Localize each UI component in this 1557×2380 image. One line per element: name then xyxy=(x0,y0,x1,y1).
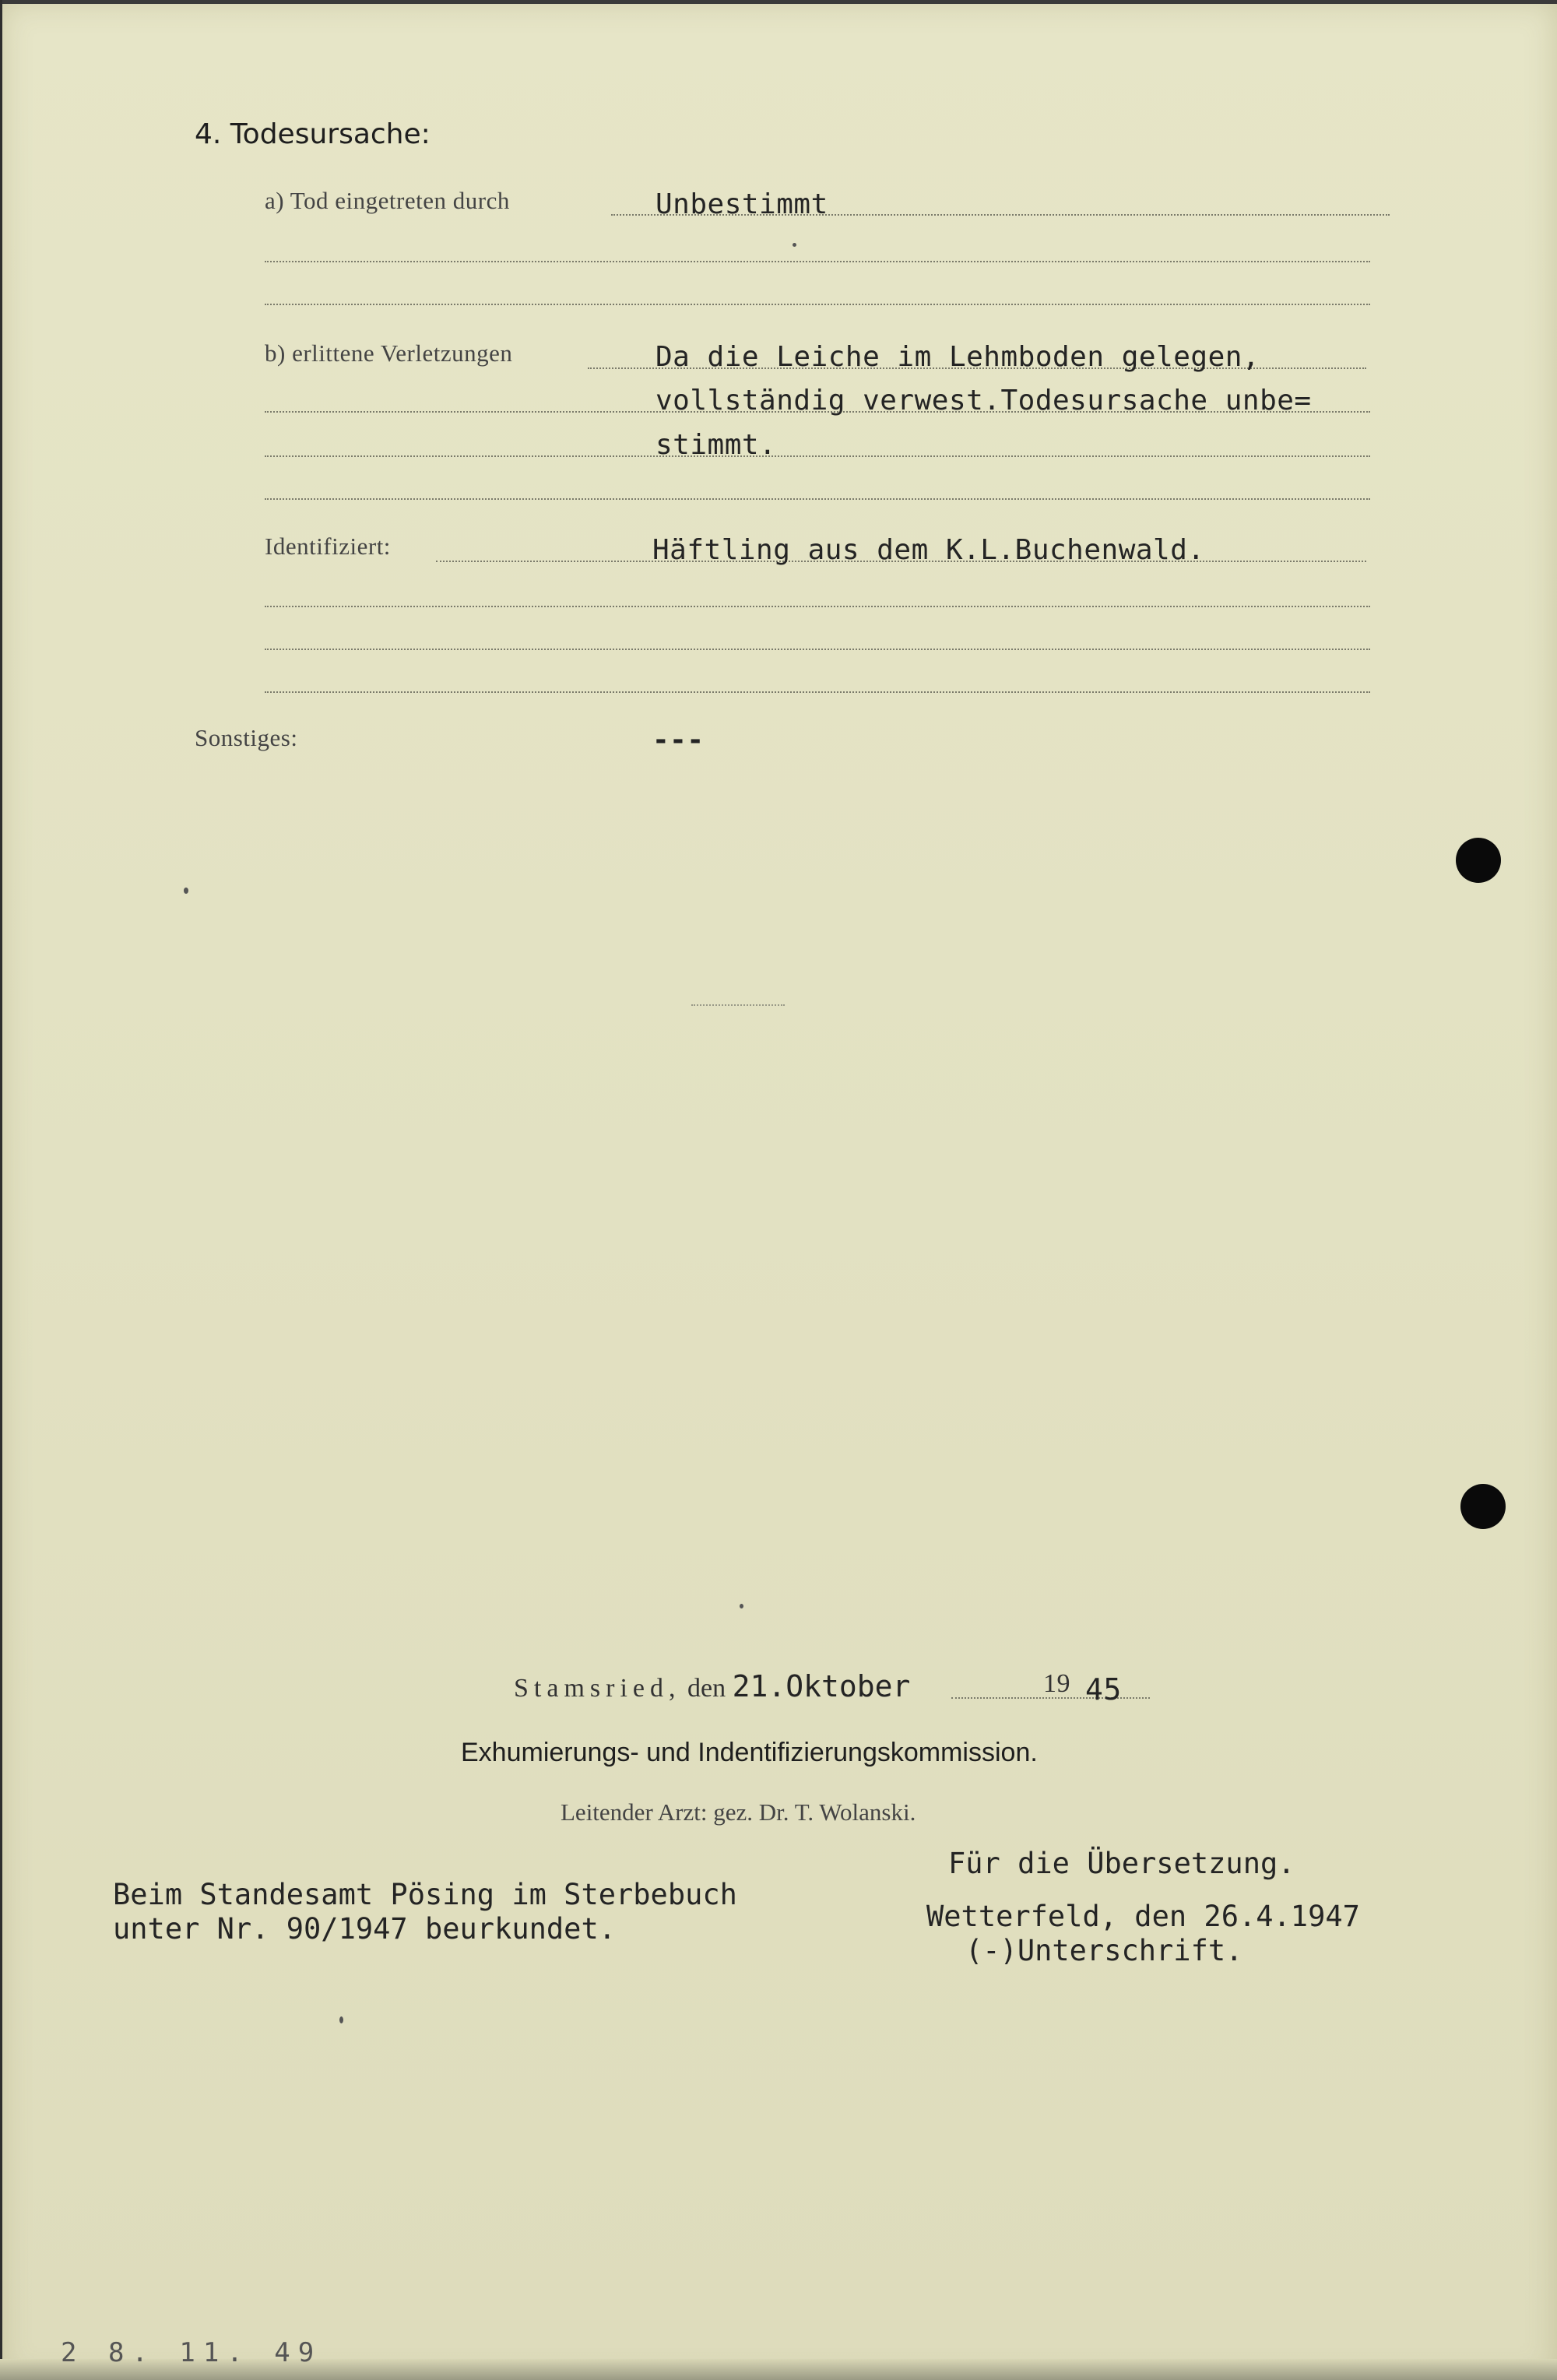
dotted-line xyxy=(265,606,1370,607)
dotted-line xyxy=(265,261,1370,262)
other-value: --- xyxy=(652,724,705,756)
registry-note-line-2: unter Nr. 90/1947 beurkundet. xyxy=(113,1912,617,1946)
speck xyxy=(184,888,188,894)
scan-edge-left xyxy=(0,0,2,2380)
cause-b-line-2: vollständig verwest.Todesursache unbe= xyxy=(655,385,1312,417)
dotted-line xyxy=(265,649,1370,650)
identified-value: Häftling aus dem K.L.Buchenwald. xyxy=(652,534,1205,566)
translation-note-line-1: Für die Übersetzung. xyxy=(948,1847,1295,1880)
date-value: 21.Oktober xyxy=(732,1669,911,1703)
receipt-date-stamp: 2 8. 11. 49 xyxy=(61,2337,322,2368)
den-label: den xyxy=(687,1674,726,1703)
scan-edge-top xyxy=(0,0,1557,4)
dotted-line xyxy=(265,691,1370,693)
other-label: Sonstiges: xyxy=(195,724,298,751)
cause-a-label: a) Tod eingetreten durch xyxy=(265,187,510,214)
dotted-line xyxy=(265,304,1370,305)
dotted-line xyxy=(265,498,1370,500)
speck xyxy=(339,2016,343,2023)
cause-b-line-1: Da die Leiche im Lehmboden gelegen, xyxy=(655,341,1260,373)
year-prefix: 19 xyxy=(1043,1669,1070,1698)
commission-name: Exhumierungs- und Indentifizierungskommission. xyxy=(461,1738,1038,1767)
translation-note-line-3: (-)Unterschrift. xyxy=(965,1934,1243,1967)
cause-a-value: Unbestimmt xyxy=(655,188,828,220)
punch-hole xyxy=(1456,838,1501,883)
place-name: Stamsried, xyxy=(514,1674,681,1703)
punch-hole xyxy=(1460,1484,1506,1529)
doctor-signature: Leitender Arzt: gez. Dr. T. Wolanski. xyxy=(561,1798,916,1826)
cause-b-label: b) erlittene Verletzungen xyxy=(265,339,513,367)
dotted-line xyxy=(265,455,1370,457)
speck xyxy=(740,1604,743,1608)
speck xyxy=(793,243,796,247)
faint-dash xyxy=(691,1004,785,1006)
cause-b-line-3: stimmt. xyxy=(655,429,777,461)
section-title: 4. Todesursache: xyxy=(195,118,431,150)
place-date-line xyxy=(514,1669,910,1703)
translation-note-line-2: Wetterfeld, den 26.4.1947 xyxy=(926,1900,1360,1933)
year-suffix: 45 xyxy=(1085,1672,1122,1707)
identified-label: Identifiziert: xyxy=(265,533,391,560)
registry-note-line-1: Beim Standesamt Pösing im Sterbebuch xyxy=(113,1878,737,1911)
